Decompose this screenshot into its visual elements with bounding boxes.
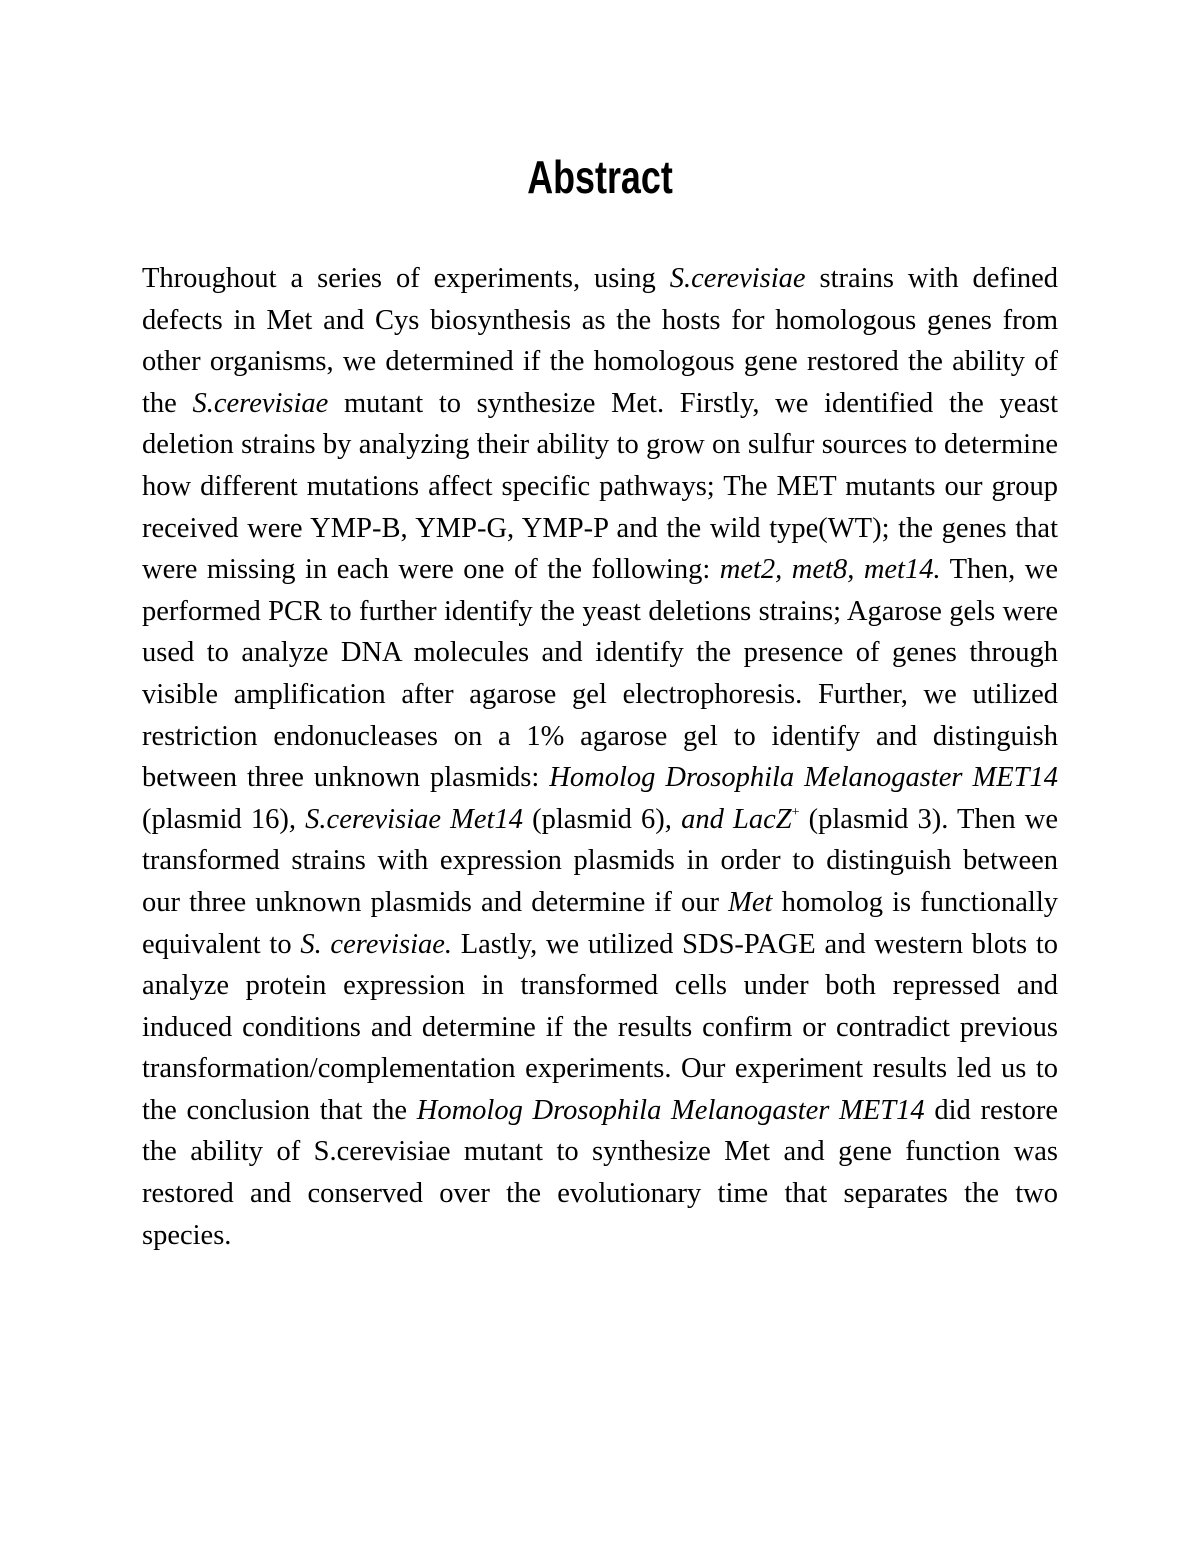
abstract-heading: Abstract: [527, 151, 673, 203]
abstract-text: mutant to synthesize Met. Firstly, we identified the yeast deletion strains by analyzing their ability to grow on sulfur sources to determine how different mutations affect specific pathways; The MET mutants our group received were YMP-B, YMP-G, YMP-P and the wild type(WT); the genes that were missing in each were one of the following:: [142, 387, 1058, 586]
abstract-italic-text: Met: [728, 886, 773, 918]
abstract-italic-text: Homolog Drosophila Melanogaster MET14: [416, 1094, 925, 1126]
abstract-text: Then, we performed PCR to further identify the yeast deletions strains; Agarose gels were used to analyze DNA molecules and identify the presence of genes through visible amplification after agarose gel electrophoresis. Further, we utilized restriction endonucleases on a 1% agarose gel to identify and distinguish between three unknown plasmids:: [142, 554, 1058, 794]
abstract-text: (plasmid 6): [522, 803, 665, 835]
abstract-text: (plasmid 3). Then we transformed strains with expression plasmids in order to distinguish between our three unknown plasmids and determine if our: [142, 803, 1058, 918]
abstract-italic-text: S. cerevisiae.: [300, 928, 453, 960]
abstract-italic-text: Homolog Drosophila Melanogaster MET14: [549, 762, 1058, 794]
superscript-plus: +: [791, 804, 800, 820]
abstract-italic-text: met2, met8, met14.: [719, 554, 941, 586]
abstract-text: did restore the ability of S.cerevisiae mutant to synthesize Met and gene function was restored and conserved over the evolutionary time that separates the two species.: [142, 1094, 1058, 1251]
abstract-italic-text: , S.cerevisiae Met14: [288, 803, 523, 835]
abstract-text: Lastly, we utilized SDS-PAGE and western blots to analyze protein expression in transformed cells under both repressed and induced conditions and determine if the results confirm or contradict previous transformation/complementation experiments. Our experiment results led us to the conclusion that the: [142, 928, 1058, 1126]
abstract-text: strains with defined defects in Met and Cys biosynthesis as the hosts for homologous genes from other organisms, we determined if the homologous gene restored the ability of the: [142, 263, 1058, 419]
abstract-text: (plasmid 16): [142, 803, 289, 835]
abstract-italic-text: S.cerevisiae: [192, 387, 329, 419]
abstract-paragraph: [142, 258, 1058, 1256]
abstract-text: Throughout a series of experiments, using: [142, 263, 670, 294]
abstract-italic-text: S.cerevisiae: [669, 263, 806, 294]
abstract-italic-text: , and LacZ: [664, 803, 792, 835]
abstract-text: homolog is functionally equivalent to: [142, 886, 1058, 960]
